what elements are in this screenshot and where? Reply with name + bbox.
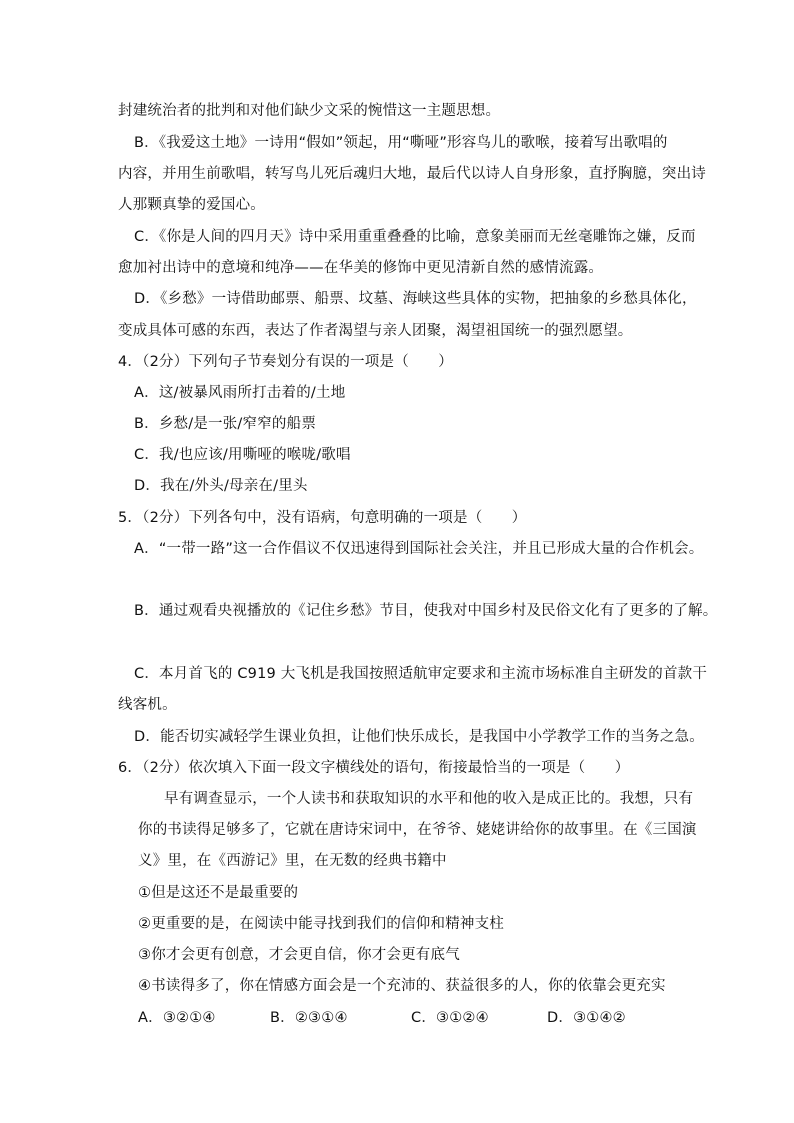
sentence-4: ④书读得多了，你在情感方面会是一个充沛的、获益很多的人，你的依靠会更充实 (138, 978, 666, 994)
q5-option-c: C．本月首飞的 C919 大飞机是我国按照适航审定要求和主流市场标准自主研发的首款干 (134, 666, 708, 682)
q6-option-c: C．③①②④ (411, 1010, 489, 1026)
text-line: 封建统治者的批判和对他们缺少文采的惋惜这一主题思想。 (118, 103, 501, 119)
q4-option-a: A．这/被暴风雨所打击着的/土地 (134, 385, 346, 401)
sentence-2: ②更重要的是，在阅读中能寻找到我们的信仰和精神支柱 (138, 916, 504, 932)
q5-option-b: B．通过观看央视播放的《记住乡愁》节目，使我对中国乡村及民俗文化有了更多的了解。 (134, 603, 718, 619)
q6-option-a: A．③②①④ (138, 1010, 216, 1026)
q6-option-d: D．③①④② (547, 1010, 626, 1026)
q4-option-d: D．我在/外头/母亲在/里头 (134, 478, 308, 494)
passage-line: 义》里，在《西游记》里，在无数的经典书籍中 (138, 853, 447, 869)
text-line: 线客机。 (118, 697, 177, 713)
text-line: 变成具体可感的东西，表达了作者渴望与亲人团聚，渴望祖国统一的强烈愿望。 (118, 323, 633, 339)
q6-option-b: B．②③①④ (270, 1010, 348, 1026)
text-line: 愈加衬出诗中的意境和纯净——在华美的修饰中更见清新自然的感情流露。 (118, 260, 604, 276)
passage-line: 早有调查显示，一个人读书和获取知识的水平和他的收入是成正比的。我想，只有 (164, 791, 694, 807)
text-line: 内容，并用生前歌唱，转写鸟儿死后魂归大地，最后代以诗人自身形象，直抒胸臆，突出诗 (118, 166, 706, 182)
question-6: 6．（2分）依次填入下面一段文字横线处的语句，衔接最恰当的一项是（ ） (118, 760, 630, 776)
option-b-line: B．《我爱这土地》一诗用“假如”领起，用“嘶哑”形容鸟儿的歌喉，接着写出歌唱的 (134, 135, 668, 151)
question-5: 5．（2分）下列各句中，没有语病，句意明确的一项是（ ） (118, 510, 527, 526)
option-c-line: C．《你是人间的四月天》诗中采用重重叠叠的比喻，意象美丽而无丝毫雕饰之嫌，反而 (134, 229, 696, 245)
text-line: 人那颗真挚的爱国心。 (118, 197, 265, 213)
q4-option-b: B．乡愁/是一张/窄窄的船票 (134, 416, 317, 432)
q5-option-a: A．“一带一路”这一合作倡议不仅迅速得到国际社会关注，并且已形成大量的合作机会。 (134, 541, 704, 557)
question-4: 4．（2分）下列句子节奏划分有误的一项是（ ） (118, 354, 453, 370)
sentence-1: ①但是这还不是最重要的 (138, 885, 299, 901)
q4-option-c: C．我/也应该/用嘶哑的喉咙/歌唱 (134, 447, 351, 463)
option-d-line: D．《乡愁》一诗借助邮票、船票、坟墓、海峡这些具体的实物，把抽象的乡愁具体化， (134, 291, 697, 307)
q5-option-d: D．能否切实减轻学生课业负担，让他们快乐成长，是我国中小学教学工作的当务之急。 (134, 729, 704, 745)
sentence-3: ③你才会更有创意，才会更自信，你才会更有底气 (138, 947, 460, 963)
passage-line: 你的书读得足够多了，它就在唐诗宋词中，在爷爷、姥姥讲给你的故事里。在《三国演 (138, 822, 697, 838)
